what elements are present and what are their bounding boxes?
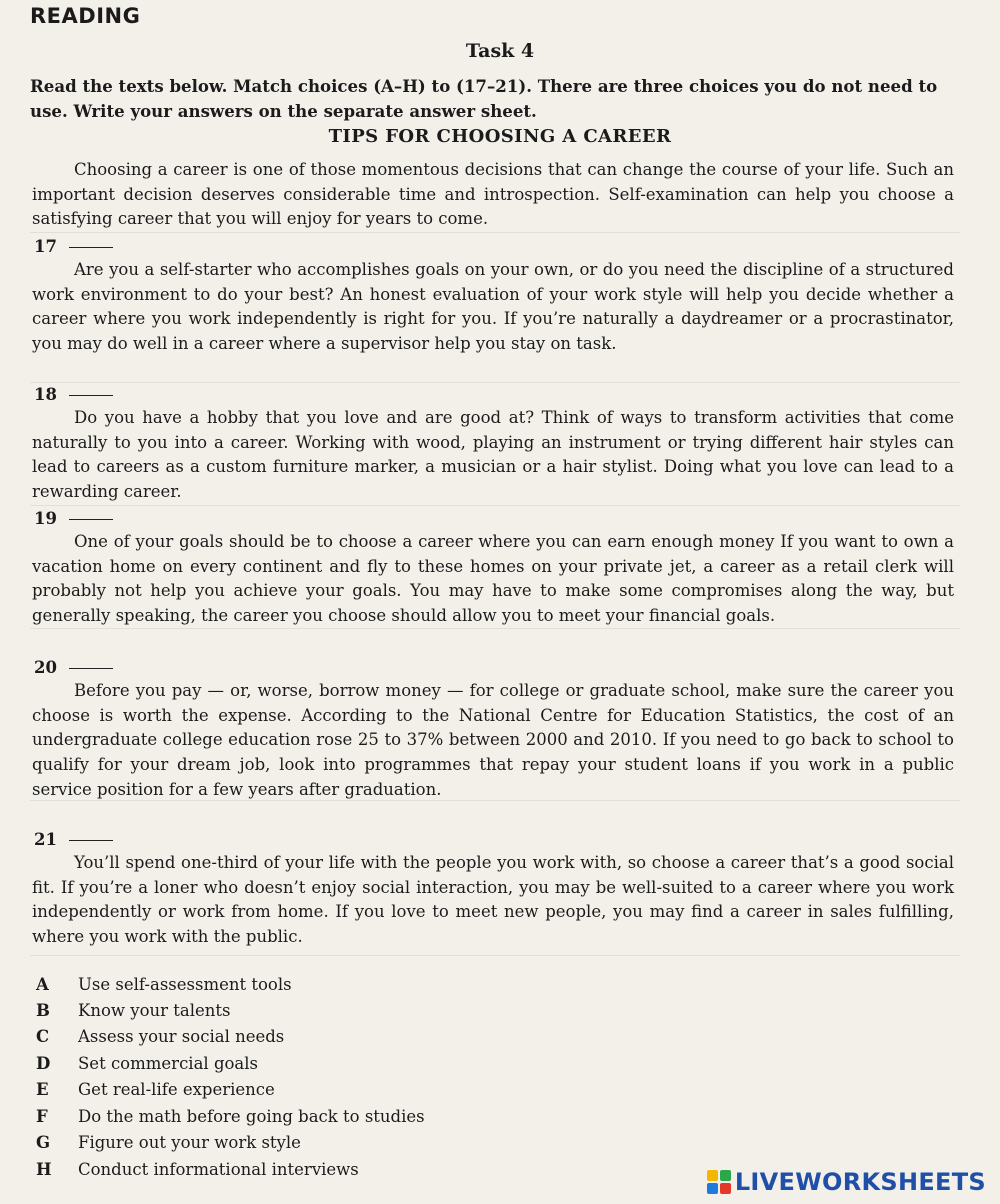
worksheet-page: READING Task 4 Read the texts below. Match choices (A–H) to (17–21). There are three choices you do not need to use. Write your answers on the separate answer sheet. TIPS FOR CHOOSING A CAREER Choosing a career is one of those momentous decisions that can change the course of your life. Such an important decision deserves considerable time and introspection. Self-examination can help you choose a satisfying career that you will enjoy for years to come. 17 Are you a self-starter who accomplishes goals on your own, or do you need the discipline of a structured work environment to do your best? An honest evaluation of your work style will help you decide whether a career where you work independently is right for you. If you’re naturally a daydreamer or a procrastinator, you may do well in a career where a supervisor help you stay on task. 18 Do you have a hobby that you love and are good at? Think of ways to transform activities that come naturally to you into a career. Working with wood, playing an instrument or trying different hair styles can lead to careers as a custom furniture marker, a musician or a hair stylist. Doing what you love can lead to a rewarding career. 19 One of your goals should be to choose a career where you can earn enough money If you want to own a vacation home on every continent and fly to these homes on your private jet, a career as a retail clerk will probably not help you achieve your goals. You may have to make some compromises along the way, but generally speaking, the career you choose should allow you to meet your financial goals. 20 Before you pay — or, worse, borrow money — for college or graduate school, make sure the career you choose is worth the expense. According to the National Centre for Education Statistics, the cost of an undergraduate college education rose 25 to 37% between 2000 and 2010. If you need to go back to school to qualify for your dream job, look into programmes that repay your student loans if you work in a public service position for a few years after graduation. 21 You’ll spend one-third of your life with the people you work with, so choose a career that’s a good social fit. If you’re a loner who doesn’t enjoy social interaction, you may be well-suited to a career where you work independently or work from home. If you love to meet new people, you may find a career in sales fulfilling, where you work with the public. A Use self-assessment tools B Know your talents C Assess your social needs D Set commercial goals E Get real-life experience F Do the math before going back to studies G Figure out your work style H Conduct informational interviews LIVEWORKSHEETS [0, 0, 1000, 1204]
intro-paragraph: Choosing a career is one of those momentous decisions that can change the course of your life. Such an important decision deserves considerable time and introspection. Self-examination can help you choose a satisfying career that you will enjoy for years to come. [32, 160, 954, 229]
liveworksheets-logo[interactable] [707, 1168, 986, 1196]
gap-number-20: 20 [34, 658, 113, 677]
gap-number-19: 19 [34, 509, 113, 528]
answer-blank-18[interactable] [69, 395, 113, 396]
task-instructions: Read the texts below. Match choices (A–H) to (17–21). There are three choices you do not need to use. Write your answers on the separate answer sheet. [30, 76, 938, 121]
bleed-rule [30, 505, 960, 506]
answer-blank-19[interactable] [69, 519, 113, 520]
paragraph-20: Before you pay — or, worse, borrow money — for college or graduate school, make sure the career you choose is worth the expense. According to the National Centre for Education Statistics, the cost of an undergraduate college education rose 25 to 37% between 2000 and 2010. If you need to go back to school to qualify for your dream job, look into programmes that repay your student loans if you work in a public service position for a few years after graduation. [32, 681, 954, 799]
liveworksheets-icon [707, 1170, 731, 1194]
answer-blank-21[interactable] [69, 840, 113, 841]
gap-number-18: 18 [34, 385, 113, 404]
task-title: Task 4 [465, 40, 535, 62]
paragraph-21: You’ll spend one-third of your life with the people you work with, so choose a career that’s a good social fit. If you’re a loner who doesn’t enjoy social interaction, you may be well-suited to a career where you work independently or work from home. If you love to meet new people, you may find a career in sales fulfilling, where you work with the public. [32, 853, 954, 947]
paragraph-19: One of your goals should be to choose a career where you can earn enough money If you want to own a vacation home on every continent and fly to these homes on your private jet, a career as a retail clerk will probably not help you achieve your goals. You may have to make some compromises along the way, but generally speaking, the career you choose should allow you to meet your financial goals. [32, 532, 954, 626]
bleed-rule [30, 382, 960, 383]
brand-name: LIVEWORKSHEETS [734, 1168, 986, 1196]
gap-number-21: 21 [34, 830, 113, 849]
answer-blank-17[interactable] [69, 247, 113, 248]
paragraph-17: Are you a self-starter who accomplishes goals on your own, or do you need the discipline of a structured work environment to do your best? An honest evaluation of your work style will help you decide whether a career where you work independently is right for you. If you’re naturally a daydreamer or a procrastinator, you may do well in a career where a supervisor help you stay on task. [32, 260, 954, 354]
paragraph-18: Do you have a hobby that you love and are good at? Think of ways to transform activities that come naturally to you into a career. Working with wood, playing an instrument or trying different hair styles can lead to careers as a custom furniture marker, a musician or a hair stylist. Doing what you love can lead to a rewarding career. [32, 408, 954, 502]
section-heading: READING [30, 4, 141, 28]
bleed-rule [30, 232, 960, 233]
article-title: TIPS FOR CHOOSING A CAREER [328, 126, 672, 147]
bleed-rule [30, 955, 960, 956]
answer-blank-20[interactable] [69, 668, 113, 669]
gap-number-17: 17 [34, 237, 113, 256]
